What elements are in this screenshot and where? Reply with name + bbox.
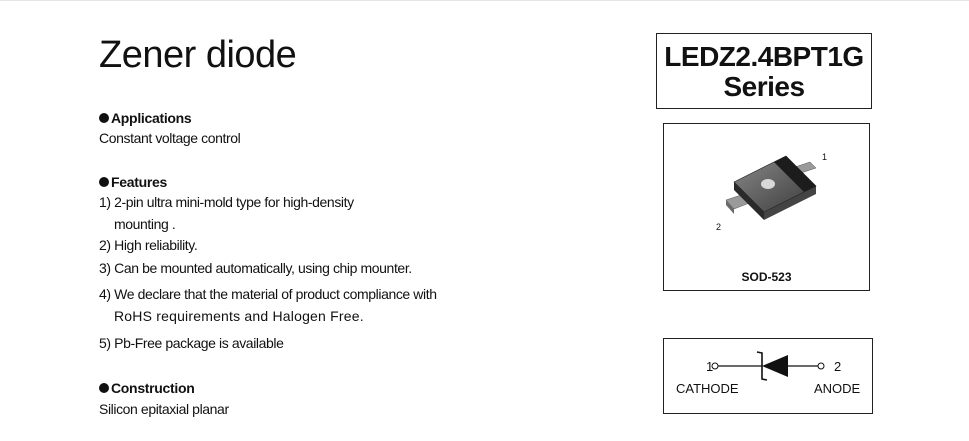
- anode-label: ANODE: [814, 381, 861, 396]
- feature-item: 5) Pb-Free package is available: [99, 335, 284, 351]
- feature-item: 2) High reliability.: [99, 237, 198, 253]
- bullet-icon: [99, 177, 109, 187]
- package-pin1-label: 1: [822, 152, 828, 162]
- page-title: Zener diode: [99, 34, 297, 76]
- construction-heading: [99, 380, 195, 396]
- applications-heading: [99, 110, 191, 126]
- package-name: SOD-523: [741, 270, 792, 284]
- part-number-box: [656, 33, 872, 109]
- package-pin2-label: 2: [716, 222, 722, 232]
- part-number: LEDZ2.4BPT1G: [664, 41, 864, 72]
- zener-diode-symbol-icon: [664, 339, 871, 412]
- feature-item: mounting .: [114, 216, 176, 232]
- feature-item: 3) Can be mounted automatically, using chip mounter.: [99, 260, 412, 276]
- bullet-icon: [99, 113, 109, 123]
- sod523-package-icon: [664, 124, 868, 264]
- applications-heading-text: Applications: [111, 110, 192, 126]
- symbol-pin1-label: 1: [706, 359, 714, 374]
- bullet-icon: [99, 383, 109, 393]
- construction-heading-text: Construction: [111, 380, 195, 396]
- construction-line: Silicon epitaxial planar: [99, 401, 229, 417]
- feature-item: 1) 2-pin ultra mini-mold type for high-density: [99, 194, 354, 210]
- cathode-label: CATHODE: [676, 381, 739, 396]
- features-heading: [99, 174, 167, 190]
- features-heading-text: Features: [111, 174, 167, 190]
- feature-item: RoHS requirements and Halogen Free.: [114, 308, 364, 324]
- part-series: Series: [723, 71, 805, 102]
- applications-line: Constant voltage control: [99, 130, 241, 146]
- symbol-pin2-label: 2: [834, 359, 842, 374]
- package-box: [663, 123, 870, 291]
- zener-symbol-box: [663, 338, 873, 414]
- feature-item: 4) We declare that the material of product compliance with: [99, 286, 437, 302]
- top-rule: [0, 0, 969, 1]
